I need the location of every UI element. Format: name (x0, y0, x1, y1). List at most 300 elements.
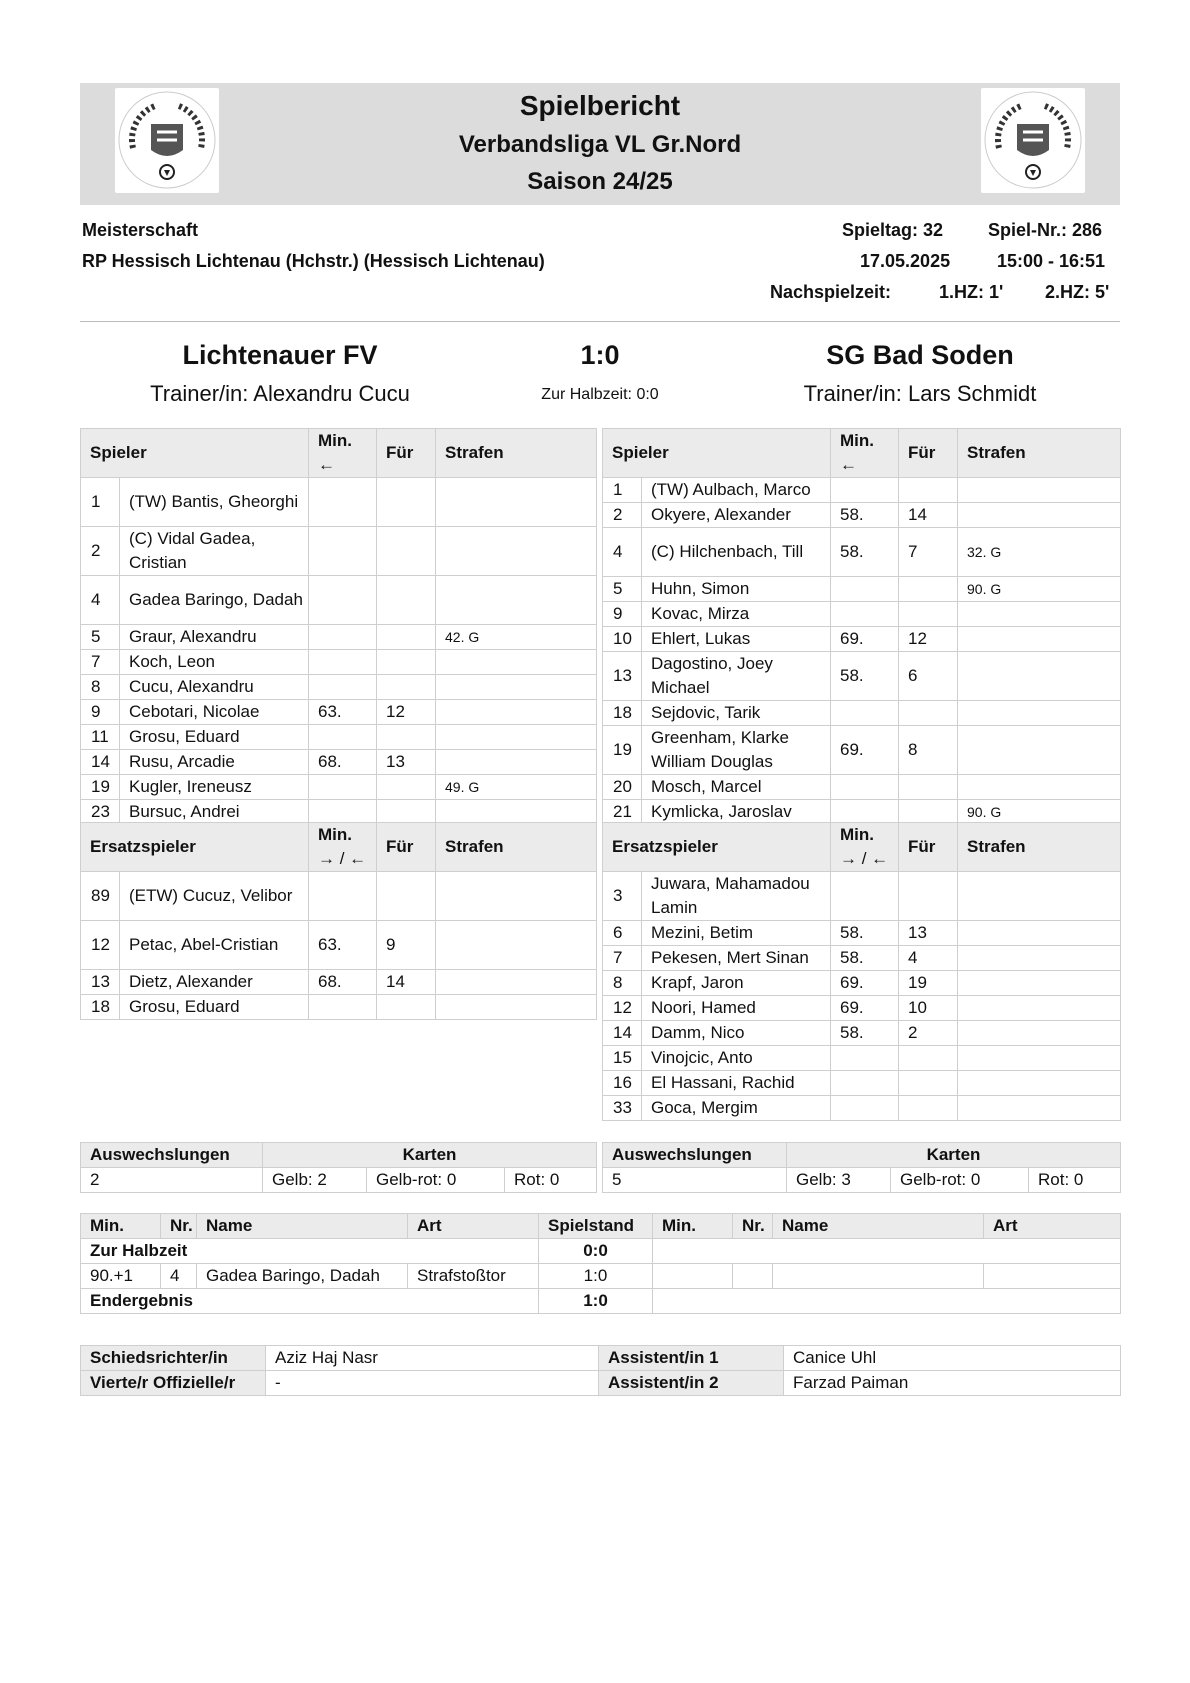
sub-minute (309, 650, 377, 675)
league-name: Verbandsliga VL Gr.Nord (458, 131, 742, 158)
player-number: 89 (81, 872, 120, 921)
player-row (603, 775, 1121, 800)
sub-for-number: 8 (899, 726, 958, 775)
player-name: El Hassani, Rachid (642, 1071, 831, 1096)
player-name: Gadea Baringo, Dadah (120, 576, 309, 625)
player-number: 9 (603, 602, 642, 627)
col-spieler: Ersatzspieler (81, 823, 309, 872)
player-number: 33 (603, 1096, 642, 1121)
player-name: Graur, Alexandru (120, 625, 309, 650)
sub-for-number (377, 872, 436, 921)
player-row (603, 528, 1121, 577)
competition-type: Meisterschaft (82, 220, 199, 240)
player-row (81, 478, 597, 527)
home-yellow-red: Gelb-rot: 0 (367, 1168, 505, 1193)
halftime-score: Zur Halbzeit: 0:0 (541, 386, 659, 403)
player-name: Mosch, Marcel (642, 775, 831, 800)
penalty (958, 627, 1121, 652)
sub-minute (831, 800, 899, 825)
halftime-goal-score: 0:0 (539, 1239, 653, 1264)
player-number: 9 (81, 700, 120, 725)
player-row (81, 775, 597, 800)
min-label: Min. (318, 825, 352, 844)
player-number: 12 (603, 996, 642, 1021)
col-min (831, 823, 899, 872)
sub-for-number: 13 (899, 921, 958, 946)
penalty (436, 921, 597, 970)
player-name: Noori, Hamed (642, 996, 831, 1021)
report-title: Spielbericht (519, 90, 681, 121)
penalty (958, 602, 1121, 627)
player-name: Vinojcic, Anto (642, 1046, 831, 1071)
player-number: 7 (81, 650, 120, 675)
col-min (309, 823, 377, 872)
sub-for-number (377, 675, 436, 700)
penalty (958, 872, 1121, 921)
sub-minute: 63. (309, 921, 377, 970)
final-goal-score: 1:0 (539, 1289, 653, 1314)
player-name: Mezini, Betim (642, 921, 831, 946)
penalty (958, 1021, 1121, 1046)
player-row (603, 1046, 1121, 1071)
player-row (81, 872, 597, 921)
home-trainer: Trainer/in: Alexandru Cucu (150, 381, 410, 406)
match-date: 17.05.2025 (860, 251, 951, 271)
sub-for-number: 13 (377, 750, 436, 775)
sub-minute (831, 701, 899, 726)
player-row (603, 1021, 1121, 1046)
sub-for-number (377, 775, 436, 800)
sub-for-number (899, 775, 958, 800)
sub-for-number (899, 701, 958, 726)
assistant1-name: Canice Uhl (784, 1346, 1121, 1371)
col-name: Name (773, 1214, 984, 1239)
sub-for-number: 14 (377, 970, 436, 995)
referee-label: Schiedsrichter/in (81, 1346, 266, 1371)
sub-for-number (377, 576, 436, 625)
sub-for-number: 19 (899, 971, 958, 996)
player-number: 13 (603, 652, 642, 701)
penalty (958, 701, 1121, 726)
player-number: 5 (603, 577, 642, 602)
player-row (603, 971, 1121, 996)
player-name: Kymlicka, Jaroslav (642, 800, 831, 825)
final-label: Endergebnis (81, 1289, 539, 1314)
away-subs-table (602, 822, 1121, 1121)
player-name: Sejdovic, Tarik (642, 701, 831, 726)
away-summary-table (602, 1142, 1121, 1193)
sub-minute (309, 995, 377, 1020)
col-spieler: Spieler (603, 429, 831, 478)
col-fuer: Für (377, 429, 436, 478)
sub-minute: 58. (831, 652, 899, 701)
sub-minute: 58. (831, 921, 899, 946)
player-name: Okyere, Alexander (642, 503, 831, 528)
min-label: Min. (840, 431, 875, 450)
player-row (603, 996, 1121, 1021)
player-number: 8 (81, 675, 120, 700)
col-score: Spielstand (539, 1214, 653, 1239)
away-trainer: Trainer/in: Lars Schmidt (803, 381, 1037, 406)
player-number: 14 (81, 750, 120, 775)
goal-player-name: Gadea Baringo, Dadah (197, 1264, 408, 1289)
player-name: Damm, Nico (642, 1021, 831, 1046)
min-label: Min. (318, 431, 353, 450)
divider (80, 321, 1120, 322)
player-name: Juwara, Mahamadou Lamin (642, 872, 831, 921)
sub-for-number (377, 478, 436, 527)
home-red: Rot: 0 (505, 1168, 597, 1193)
sub-minute (309, 625, 377, 650)
sub-minute (309, 872, 377, 921)
cards-header: Karten (787, 1143, 1121, 1168)
sub-minute (309, 725, 377, 750)
player-name: (TW) Bantis, Gheorghi (120, 478, 309, 527)
sub-for-number (899, 602, 958, 627)
penalty (436, 478, 597, 527)
referee-name: Aziz Haj Nasr (266, 1346, 599, 1371)
penalty (958, 652, 1121, 701)
player-row (603, 872, 1121, 921)
player-name: (TW) Aulbach, Marco (642, 478, 831, 503)
sub-for-number: 6 (899, 652, 958, 701)
player-number: 4 (81, 576, 120, 625)
extra-time-first-half: 1.HZ: 1' (939, 282, 1004, 302)
player-row (603, 946, 1121, 971)
col-spieler: Ersatzspieler (603, 823, 831, 872)
sub-minute: 69. (831, 726, 899, 775)
sub-for-number (899, 800, 958, 825)
penalty (436, 725, 597, 750)
player-name: Petac, Abel-Cristian (120, 921, 309, 970)
home-team-name: Lichtenauer FV (182, 340, 378, 370)
player-row (603, 627, 1121, 652)
player-row (603, 1096, 1121, 1121)
away-yellow-red: Gelb-rot: 0 (891, 1168, 1029, 1193)
player-row (81, 625, 597, 650)
penalty (436, 750, 597, 775)
sub-for-number: 10 (899, 996, 958, 1021)
penalty (958, 971, 1121, 996)
assistant2-label: Assistent/in 2 (599, 1371, 784, 1396)
sub-minute: 69. (831, 971, 899, 996)
match-number: Spiel-Nr.: 286 (988, 220, 1103, 240)
extra-time-second-half: 2.HZ: 5' (1045, 282, 1110, 302)
player-name: Kovac, Mirza (642, 602, 831, 627)
sub-for-number (899, 1096, 958, 1121)
player-number: 11 (81, 725, 120, 750)
col-strafen: Strafen (436, 823, 597, 872)
player-row (81, 700, 597, 725)
player-name: Huhn, Simon (642, 577, 831, 602)
player-name: Koch, Leon (120, 650, 309, 675)
assistant2-name: Farzad Paiman (784, 1371, 1121, 1396)
player-row (81, 800, 597, 825)
player-number: 10 (603, 627, 642, 652)
player-number: 20 (603, 775, 642, 800)
penalty (436, 675, 597, 700)
penalty (958, 775, 1121, 800)
player-row (81, 970, 597, 995)
player-row (81, 576, 597, 625)
player-name: Bursuc, Andrei (120, 800, 309, 825)
player-number: 16 (603, 1071, 642, 1096)
sub-minute (309, 478, 377, 527)
sub-minute: 69. (831, 996, 899, 1021)
player-row (603, 577, 1121, 602)
sub-for-number (377, 650, 436, 675)
penalty (958, 1071, 1121, 1096)
col-strafen: Strafen (436, 429, 597, 478)
goal-row (81, 1264, 1121, 1289)
col-min: Min. (81, 1214, 161, 1239)
player-row (603, 503, 1121, 528)
sub-for-number (377, 527, 436, 576)
home-yellow: Gelb: 2 (263, 1168, 367, 1193)
col-art: Art (408, 1214, 539, 1239)
penalty (436, 872, 597, 921)
player-row (603, 921, 1121, 946)
away-yellow: Gelb: 3 (787, 1168, 891, 1193)
away-team-name: SG Bad Soden (826, 340, 1014, 370)
penalty (436, 576, 597, 625)
player-name: Cebotari, Nicolae (120, 700, 309, 725)
player-number: 3 (603, 872, 642, 921)
player-number: 2 (81, 527, 120, 576)
sub-minute: 58. (831, 503, 899, 528)
sub-for-number (899, 872, 958, 921)
player-name: (C) Hilchenbach, Till (642, 528, 831, 577)
goals-table (80, 1213, 1121, 1314)
penalty: 90. G (958, 800, 1121, 825)
player-row (81, 921, 597, 970)
player-number: 15 (603, 1046, 642, 1071)
away-lineup-table (602, 428, 1121, 825)
player-row (81, 527, 597, 576)
player-row (81, 995, 597, 1020)
sub-minute (831, 872, 899, 921)
player-name: Rusu, Arcadie (120, 750, 309, 775)
player-row (603, 1071, 1121, 1096)
player-number: 23 (81, 800, 120, 825)
col-nr: Nr. (733, 1214, 773, 1239)
subs-header: Auswechslungen (603, 1143, 787, 1168)
home-subs-table (80, 822, 597, 1020)
away-subs-count: 5 (603, 1168, 787, 1193)
sub-minute (309, 775, 377, 800)
sub-for-number (377, 995, 436, 1020)
player-name: Kugler, Ireneusz (120, 775, 309, 800)
player-number: 1 (603, 478, 642, 503)
player-number: 6 (603, 921, 642, 946)
col-min (309, 429, 377, 478)
penalty (436, 995, 597, 1020)
penalty (958, 996, 1121, 1021)
sub-for-number: 7 (899, 528, 958, 577)
sub-for-number: 2 (899, 1021, 958, 1046)
sub-for-number (899, 1071, 958, 1096)
player-name: Grosu, Eduard (120, 995, 309, 1020)
player-row (603, 726, 1121, 775)
col-nr: Nr. (161, 1214, 197, 1239)
col-spieler: Spieler (81, 429, 309, 478)
sub-minute: 58. (831, 1021, 899, 1046)
player-name: Cucu, Alexandru (120, 675, 309, 700)
report-header (80, 83, 1120, 205)
sub-for-number (899, 478, 958, 503)
match-time: 15:00 - 16:51 (997, 251, 1106, 271)
player-name: Pekesen, Mert Sinan (642, 946, 831, 971)
sub-minute (309, 800, 377, 825)
player-row (81, 725, 597, 750)
col-art: Art (984, 1214, 1121, 1239)
player-name: Ehlert, Lukas (642, 627, 831, 652)
player-number: 2 (603, 503, 642, 528)
player-row (603, 652, 1121, 701)
player-number: 4 (603, 528, 642, 577)
player-name: Grosu, Eduard (120, 725, 309, 750)
penalty (958, 1046, 1121, 1071)
player-number: 14 (603, 1021, 642, 1046)
sub-for-number (899, 577, 958, 602)
player-name: Dietz, Alexander (120, 970, 309, 995)
sub-minute (831, 1046, 899, 1071)
min-label: Min. (840, 825, 874, 844)
col-strafen: Strafen (958, 823, 1121, 872)
halftime-label: Zur Halbzeit (81, 1239, 539, 1264)
sub-minute: 68. (309, 750, 377, 775)
player-number: 18 (81, 995, 120, 1020)
player-number: 18 (603, 701, 642, 726)
goal-minute: 90.+1 (81, 1264, 161, 1289)
substitution-arrow-icon: ← (318, 455, 336, 474)
player-name: Dagostino, Joey Michael (642, 652, 831, 701)
penalty (958, 1096, 1121, 1121)
player-number: 13 (81, 970, 120, 995)
penalty (436, 700, 597, 725)
sub-for-number: 14 (899, 503, 958, 528)
sub-for-number (377, 625, 436, 650)
col-fuer: Für (899, 823, 958, 872)
penalty: 49. G (436, 775, 597, 800)
sub-minute (831, 577, 899, 602)
sub-minute (831, 1071, 899, 1096)
assistant1-label: Assistent/in 1 (599, 1346, 784, 1371)
player-row (603, 602, 1121, 627)
sub-minute (309, 576, 377, 625)
player-row (81, 675, 597, 700)
sub-for-number: 4 (899, 946, 958, 971)
sub-for-number: 12 (377, 700, 436, 725)
penalty (958, 478, 1121, 503)
player-number: 8 (603, 971, 642, 996)
penalty (958, 946, 1121, 971)
extra-time-label: Nachspielzeit: (770, 282, 892, 302)
penalty (958, 726, 1121, 775)
player-name: Greenham, Klarke William Douglas (642, 726, 831, 775)
player-row (81, 650, 597, 675)
player-number: 1 (81, 478, 120, 527)
sub-minute (831, 602, 899, 627)
sub-minute: 58. (831, 528, 899, 577)
sub-minute: 69. (831, 627, 899, 652)
player-row (603, 701, 1121, 726)
fourth-official-name: - (266, 1371, 599, 1396)
col-fuer: Für (899, 429, 958, 478)
sub-for-number (377, 800, 436, 825)
final-score: 1:0 (580, 340, 620, 370)
col-min (831, 429, 899, 478)
penalty: 42. G (436, 625, 597, 650)
home-summary-table (80, 1142, 597, 1193)
subs-header: Auswechslungen (81, 1143, 263, 1168)
venue: RP Hessisch Lichtenau (Hchstr.) (Hessisch Lichtenau) (82, 251, 545, 271)
substitution-arrow-icon: ← (840, 455, 858, 474)
sub-minute (309, 527, 377, 576)
player-number: 21 (603, 800, 642, 825)
penalty (436, 527, 597, 576)
player-row (603, 800, 1121, 825)
away-red: Rot: 0 (1029, 1168, 1121, 1193)
player-name: Krapf, Jaron (642, 971, 831, 996)
sub-for-number: 12 (899, 627, 958, 652)
sub-minute (831, 478, 899, 503)
penalty (436, 650, 597, 675)
home-lineup-table (80, 428, 597, 825)
player-number: 19 (81, 775, 120, 800)
penalty (436, 970, 597, 995)
player-name: (C) Vidal Gadea, Cristian (120, 527, 309, 576)
cards-header: Karten (263, 1143, 597, 1168)
player-row (603, 478, 1121, 503)
col-fuer: Für (377, 823, 436, 872)
sub-for-number (899, 1046, 958, 1071)
sub-minute (309, 675, 377, 700)
officials-table (80, 1345, 1121, 1396)
goal-type: Strafstoßtor (408, 1264, 539, 1289)
penalty: 90. G (958, 577, 1121, 602)
player-number: 19 (603, 726, 642, 775)
hfv-logo-right (981, 88, 1085, 193)
goal-score: 1:0 (539, 1264, 653, 1289)
sub-minute: 68. (309, 970, 377, 995)
player-number: 7 (603, 946, 642, 971)
sub-minute: 58. (831, 946, 899, 971)
player-number: 12 (81, 921, 120, 970)
col-min: Min. (653, 1214, 733, 1239)
hfv-emblem-icon (981, 88, 1085, 193)
substitution-arrow-icon: → / ← (840, 849, 889, 868)
substitution-arrow-icon: → / ← (318, 849, 367, 868)
sub-for-number (377, 725, 436, 750)
player-row (81, 750, 597, 775)
matchday: Spieltag: 32 (842, 220, 944, 240)
sub-minute (831, 775, 899, 800)
penalty (436, 800, 597, 825)
col-name: Name (197, 1214, 408, 1239)
penalty (958, 503, 1121, 528)
sub-for-number: 9 (377, 921, 436, 970)
player-name: (ETW) Cucuz, Velibor (120, 872, 309, 921)
sub-minute (831, 1096, 899, 1121)
col-strafen: Strafen (958, 429, 1121, 478)
goal-player-nr: 4 (161, 1264, 197, 1289)
player-number: 5 (81, 625, 120, 650)
player-name: Goca, Mergim (642, 1096, 831, 1121)
fourth-official-label: Vierte/r Offizielle/r (81, 1371, 266, 1396)
home-subs-count: 2 (81, 1168, 263, 1193)
penalty (958, 921, 1121, 946)
